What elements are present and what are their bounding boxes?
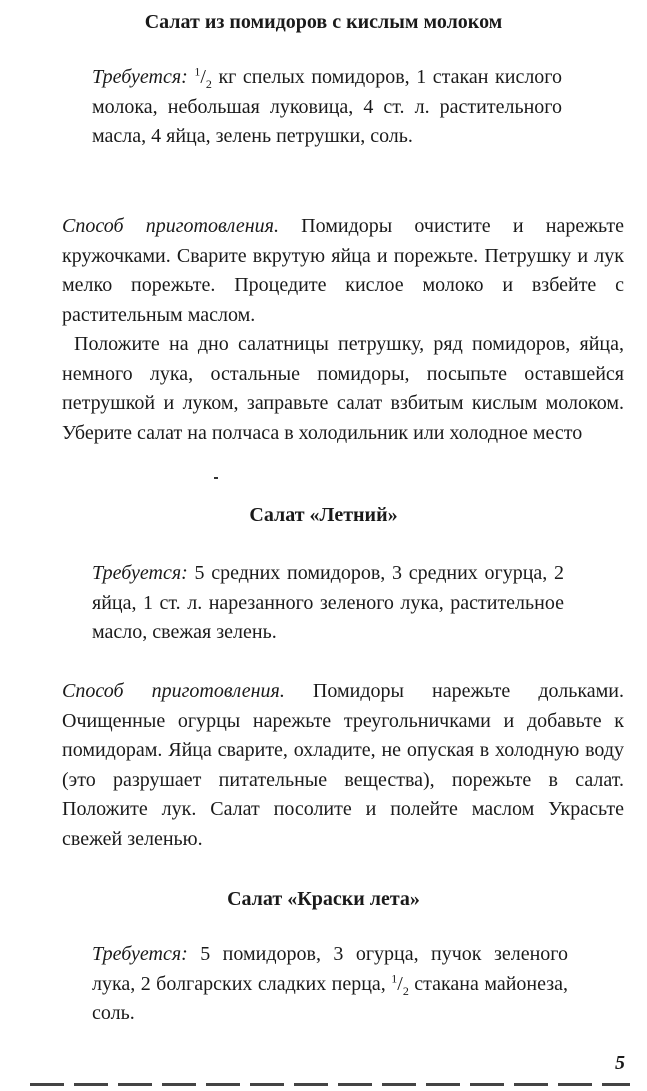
recipe3-ingredients: Требуется: 5 помидоров, 3 огурца, пучок зеленого лука, 2 болгарских сладких перца, $^1/_2$ стакана майонеза, соль. [92,943,569,1024]
recipe2-method-label: Способ приготовления. [62,680,285,702]
footer-rule [30,1083,630,1086]
recipe1-frac-den: 2 [205,77,212,91]
recipe1-frac-num: 1 [194,64,201,79]
recipe1-method-paragraph-2: Положите на дно салатницы петрушку, ряд помидоров, яйца, немного лука, остальные помидоры, посыпьте оставшейся петрушкой и луком, заправьте салат взбитым кислым молоком. Уберите салат на полчаса в холодильник или холодное место [62,333,624,444]
page-number: 5 [615,1052,625,1074]
recipe3-req-text: 5 помидоров, 3 огурца, пучок зеленого лука, 2 болгарских сладких перца, [92,943,568,995]
stray-mark [214,477,218,479]
recipe2-title: Салат «Летний» [249,504,398,526]
recipe2-req-text: 5 средних помидоров, 3 средних огурца, 2 яйца, 1 ст. л. нарезанного зеленого лука, растительное масло, свежая зелень. [92,562,564,643]
recipe1-req-text: кг спелых помидоров, 1 стакан кислого молока, небольшая луковица, 4 ст. л. растительного масла, 4 яйца, зелень петрушки, соль. [92,66,563,147]
recipe1-ingredients: Требуется: $^1/_2$ кг спелых помидоров, 1 стакан кислого молока, небольшая луковица, 4 ст. л. растительного масла, 4 яйца, зелень петрушки, соль. [92,64,563,147]
recipe1-req-label: Требуется: [92,66,188,88]
recipe2-method [62,677,624,854]
recipe2-ingredients [92,559,564,648]
recipe1-method [62,212,624,330]
recipe3-req-text-2: стакана майонеза, соль. [92,972,569,1024]
recipe1-title: Салат из помидоров с кислым молоком [144,11,503,33]
recipe3-frac-den: 2 [402,983,409,998]
recipe1-method-text: Помидоры очистите и нарежьте кружочками. Сварите вкрутую яйца и порежьте. Петрушку и лук мелко порежьте. Процедите кислое молоко и взбейте с растительным маслом. [62,215,624,326]
recipe3-frac-num: 1 [391,970,398,985]
recipe3-req-label: Требуется: [92,943,188,965]
recipe2-method-text: Помидоры нарежьте дольками. Очищенные огурцы нарежьте треугольничками и добавьте к помидорам. Яйца сварите, охладите, не опуская в холодную воду (это разрушает питательные вещества), порежьте в салат. Положите лук. Салат посолите и полейте маслом Украсьте свежей зеленью. [62,680,624,850]
recipe3-title: Салат «Краски лета» [227,888,420,910]
recipe1-method-label: Способ приготовления. [62,215,279,237]
recipe2-req-label: Требуется: [92,562,188,584]
